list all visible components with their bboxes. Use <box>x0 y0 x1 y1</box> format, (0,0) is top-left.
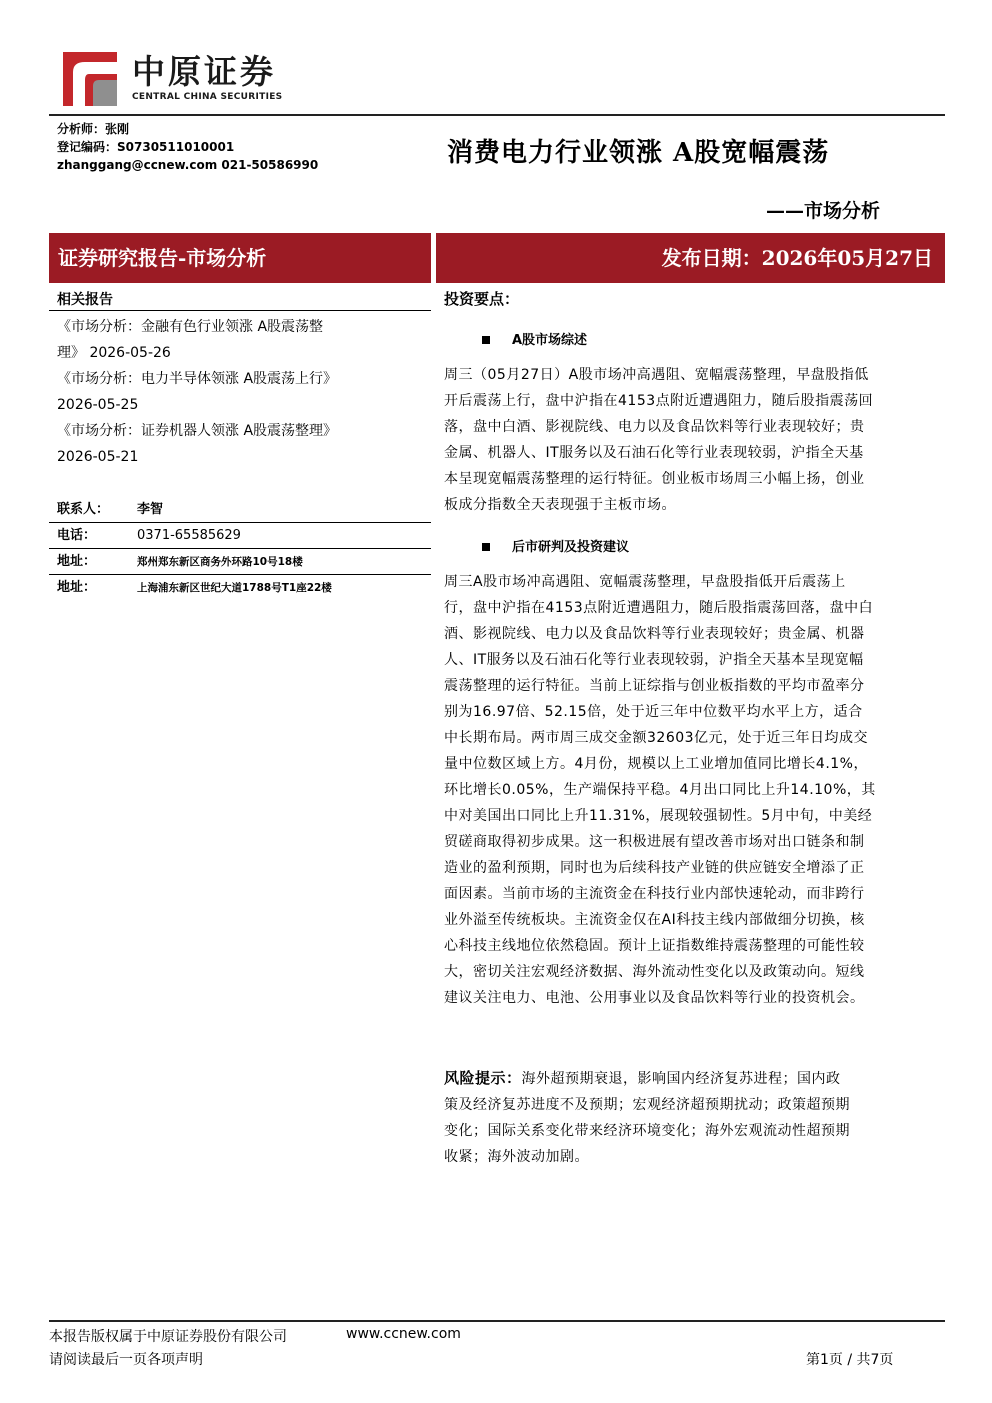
risk-warning-label: 风险提示： <box>444 1069 522 1087</box>
footer-url-link[interactable]: www.ccnew.com <box>346 1326 461 1342</box>
outlook-paragraph <box>444 569 936 1011</box>
paragraph-line: 变化；国际关系变化带来经济环境变化；海外宏观流动性超预期 <box>444 1123 850 1139</box>
paragraph-line: 海外超预期衰退，影响国内经济复苏进程；国内政 <box>521 1071 841 1087</box>
paragraph-line: 酒、影视院线、电力以及食品饮料等行业表现较好；贵金属、机器 <box>444 626 865 642</box>
section-heading-market-review <box>482 329 587 348</box>
paragraph-line: 业外溢至传统板块。主流资金仅在AI科技主线内部做细分切换，核 <box>444 912 865 928</box>
paragraph-line: 环比增长0.05%，生产端保持平稳。4月出口同比上升14.10%，其 <box>444 782 876 798</box>
related-report-line[interactable]: 理》 2026-05-26 <box>57 345 171 361</box>
contact-address1-label: 地址： <box>57 554 97 569</box>
related-report-line[interactable]: 2026-05-21 <box>57 449 139 465</box>
bullet-square-icon <box>482 336 490 344</box>
paragraph-line: 本呈现宽幅震荡整理的运行特征。创业板市场周三小幅上扬，创业 <box>444 471 865 487</box>
related-report-line[interactable]: 《市场分析：金融有色行业领涨 A股震荡整 <box>57 319 324 335</box>
footer-rule <box>49 1320 945 1322</box>
analyst-registration: 登记编码：S0730511010001 <box>57 140 235 154</box>
logo-mark-icon <box>63 52 117 106</box>
paragraph-line: 别为16.97倍、52.15倍，处于近三年中位数平均水平上方，适合 <box>444 704 863 720</box>
paragraph-line: 收紧；海外波动加剧。 <box>444 1149 589 1165</box>
paragraph-line: 量中位数区域上方。4月份，规模以上工业增加值同比增长4.1%， <box>444 756 868 772</box>
contact-phone-row <box>57 526 241 546</box>
contact-divider <box>49 522 431 523</box>
contact-address1-value: 郑州郑东新区商务外环路10号18楼 <box>137 556 303 568</box>
publish-date-banner <box>436 233 945 283</box>
analyst-contact: zhanggang@ccnew.com 021-50586990 <box>57 158 319 172</box>
report-title: 消费电力行业领涨 A股宽幅震荡 <box>447 138 830 168</box>
contact-person-label: 联系人： <box>57 502 110 517</box>
related-report-line[interactable]: 《市场分析：证券机器人领涨 A股震荡整理》 <box>57 423 338 439</box>
paragraph-line: 开后震荡上行，盘中沪指在4153点附近遭遇阻力，随后股指震荡回 <box>444 393 874 409</box>
paragraph-line: 造业的盈利预期，同时也为后续科技产业链的供应链安全增添了正 <box>444 860 865 876</box>
paragraph-line: 大，密切关注宏观经济数据、海外流动性变化以及政策动向。短线 <box>444 964 865 980</box>
paragraph-line: 人、IT服务以及石油石化等行业表现较弱，沪指全天基本呈现宽幅 <box>444 652 864 668</box>
logo-chinese-text: 中原证券 <box>132 52 276 91</box>
contact-address2-row <box>57 578 332 598</box>
paragraph-line: 中长期布局。两市周三成交金额32603亿元，处于近三年日均成交 <box>444 730 869 746</box>
investment-highlights-heading: 投资要点： <box>444 290 520 308</box>
contact-person-row <box>57 500 163 520</box>
section-heading-outlook <box>482 536 629 555</box>
report-type-banner <box>49 233 431 283</box>
paragraph-line: 金属、机器人、IT服务以及石油石化等行业表现较弱，沪指全天基 <box>444 445 864 461</box>
related-reports-rule <box>49 310 431 311</box>
logo-english-text: CENTRAL CHINA SECURITIES <box>132 92 283 102</box>
contact-address2-value: 上海浦东新区世纪大道1788号T1座22楼 <box>137 582 332 594</box>
report-type-text: 证券研究报告-市场分析 <box>58 246 267 270</box>
section-title: A股市场综述 <box>512 333 588 348</box>
footer-disclaimer: 请阅读最后一页各项声明 <box>49 1352 203 1368</box>
contact-phone-label: 电话： <box>57 528 97 543</box>
market-review-paragraph <box>444 362 936 518</box>
analyst-name: 分析师：张刚 <box>57 122 130 136</box>
contact-divider <box>49 548 431 549</box>
paragraph-line: 贸磋商取得初步成果。这一积极进展有望改善市场对出口链条和制 <box>444 834 865 850</box>
footer-page-number: 第1页 / 共7页 <box>806 1352 894 1368</box>
report-subtitle: ——市场分析 <box>766 200 881 222</box>
paragraph-line: 周三A股市场冲高遇阻、宽幅震荡整理，早盘股指低开后震荡上 <box>444 574 846 590</box>
risk-line-first <box>444 1065 936 1092</box>
paragraph-line: 策及经济复苏进度不及预期；宏观经济超预期扰动；政策超预期 <box>444 1097 850 1113</box>
paragraph-line: 建议关注电力、电池、公用事业以及食品饮料等行业的投资机会。 <box>444 990 865 1006</box>
paragraph-line: 行，盘中沪指在4153点附近遭遇阻力，随后股指震荡回落，盘中白 <box>444 600 874 616</box>
contact-divider <box>49 574 431 575</box>
paragraph-line: 震荡整理的运行特征。当前上证综指与创业板指数的平均市盈率分 <box>444 678 865 694</box>
related-reports-heading: 相关报告 <box>57 292 113 308</box>
paragraph-line: 落，盘中白酒、影视院线、电力以及食品饮料等行业表现较好；贵 <box>444 419 865 435</box>
paragraph-line: 心科技主线地位依然稳固。预计上证指数维持震荡整理的可能性较 <box>444 938 865 954</box>
bullet-square-icon <box>482 543 490 551</box>
paragraph-line: 中对美国出口同比上升11.31%，展现较强韧性。5月中旬，中美经 <box>444 808 873 824</box>
publish-date-text: 发布日期：2026年05月27日 <box>661 246 933 270</box>
contact-address2-label: 地址： <box>57 580 97 595</box>
related-report-line[interactable]: 《市场分析：电力半导体领涨 A股震荡上行》 <box>57 371 338 387</box>
related-report-line[interactable]: 2026-05-25 <box>57 397 139 413</box>
contact-address1-row <box>57 552 303 572</box>
header-rule <box>49 114 945 116</box>
section-title: 后市研判及投资建议 <box>512 540 630 555</box>
paragraph-line: 周三（05月27日）A股市场冲高遇阻、宽幅震荡整理，早盘股指低 <box>444 367 869 383</box>
footer-copyright: 本报告版权属于中原证券股份有限公司 <box>49 1329 287 1345</box>
contact-phone-value: 0371-65585629 <box>137 528 241 543</box>
paragraph-line: 面因素。当前市场的主流资金在科技行业内部快速轮动，而非跨行 <box>444 886 865 902</box>
paragraph-line: 板成分指数全天表现强于主板市场。 <box>444 497 676 513</box>
risk-warning-paragraph <box>444 1065 936 1170</box>
contact-person-value: 李智 <box>137 502 164 517</box>
